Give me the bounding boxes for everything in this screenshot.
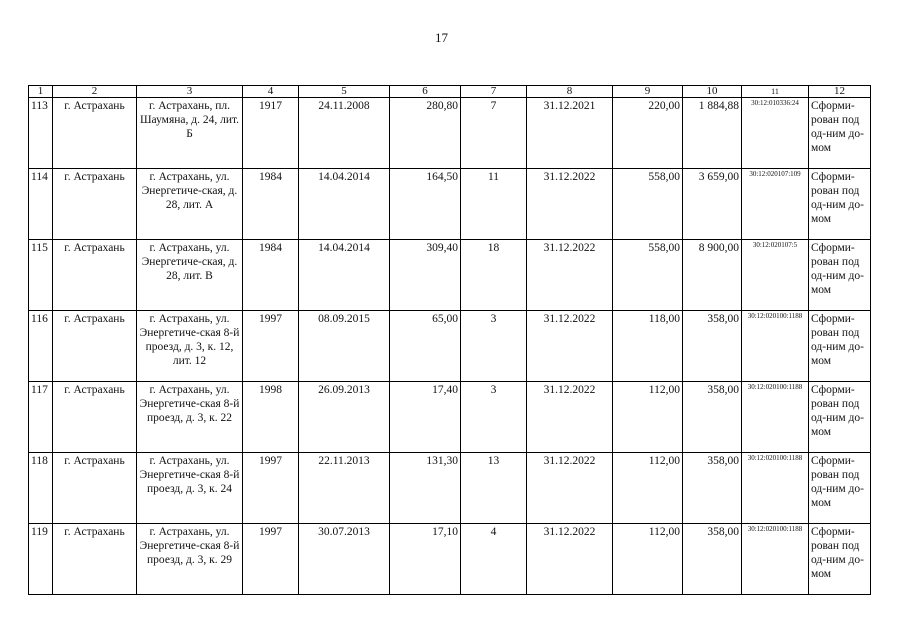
table-row xyxy=(29,382,871,453)
note-cell: Сформи-рован под од-ним до-мом xyxy=(809,524,871,595)
area-cell: 17,40 xyxy=(390,382,461,453)
cadastral-number-cell: 30:12:020100:1188 xyxy=(742,382,809,453)
city-cell: г. Астрахань xyxy=(53,311,137,382)
table-body xyxy=(29,86,871,595)
city-cell: г. Астрахань xyxy=(53,382,137,453)
column-header-3: 3 xyxy=(137,86,243,98)
note-cell: Сформи-рован под од-ним до-мом xyxy=(809,311,871,382)
note-cell: Сформи-рован под од-ним до-мом xyxy=(809,382,871,453)
column-header-8: 8 xyxy=(527,86,613,98)
contract-cell: 3 xyxy=(461,382,527,453)
column-header-12: 12 xyxy=(809,86,871,98)
note-cell: Сформи-рован под од-ним до-мом xyxy=(809,240,871,311)
register-table xyxy=(28,85,871,595)
contract-cell: 11 xyxy=(461,169,527,240)
fee-cell: 358,00 xyxy=(683,382,742,453)
column-header-10: 10 xyxy=(683,86,742,98)
city-cell: г. Астрахань xyxy=(53,98,137,169)
column-header-9: 9 xyxy=(613,86,683,98)
address-cell: г. Астрахань, ул. Энергетиче-ская, д. 28, лит. А xyxy=(137,169,243,240)
due-date-cell: 31.12.2022 xyxy=(527,311,613,382)
year-cell: 1984 xyxy=(243,240,299,311)
date-cell: 24.11.2008 xyxy=(299,98,390,169)
due-date-cell: 31.12.2022 xyxy=(527,169,613,240)
column-header-5: 5 xyxy=(299,86,390,98)
column-header-1: 1 xyxy=(29,86,53,98)
column-header-7: 7 xyxy=(461,86,527,98)
rate-cell: 112,00 xyxy=(613,453,683,524)
address-cell: г. Астрахань, ул. Энергетиче-ская 8-й проезд, д. 3, к. 22 xyxy=(137,382,243,453)
table-row xyxy=(29,311,871,382)
date-cell: 14.04.2014 xyxy=(299,169,390,240)
year-cell: 1998 xyxy=(243,382,299,453)
row-number: 119 xyxy=(29,524,53,595)
row-number: 116 xyxy=(29,311,53,382)
fee-cell: 8 900,00 xyxy=(683,240,742,311)
note-cell: Сформи-рован под од-ним до-мом xyxy=(809,98,871,169)
note-cell: Сформи-рован под од-ним до-мом xyxy=(809,453,871,524)
date-cell: 22.11.2013 xyxy=(299,453,390,524)
contract-cell: 13 xyxy=(461,453,527,524)
page-number: 17 xyxy=(435,30,448,45)
area-cell: 309,40 xyxy=(390,240,461,311)
address-cell: г. Астрахань, пл. Шаумяна, д. 24, лит. Б xyxy=(137,98,243,169)
area-cell: 65,00 xyxy=(390,311,461,382)
address-cell: г. Астрахань, ул. Энергетиче-ская 8-й проезд, д. 3, к. 12, лит. 12 xyxy=(137,311,243,382)
cadastral-number-cell: 30:12:020100:1188 xyxy=(742,524,809,595)
date-cell: 30.07.2013 xyxy=(299,524,390,595)
table-row xyxy=(29,453,871,524)
due-date-cell: 31.12.2022 xyxy=(527,524,613,595)
area-cell: 131,30 xyxy=(390,453,461,524)
row-number: 118 xyxy=(29,453,53,524)
address-cell: г. Астрахань, ул. Энергетиче-ская 8-й проезд, д. 3, к. 24 xyxy=(137,453,243,524)
due-date-cell: 31.12.2022 xyxy=(527,240,613,311)
column-header-2: 2 xyxy=(53,86,137,98)
contract-cell: 7 xyxy=(461,98,527,169)
cadastral-number-cell: 30:12:020107:5 xyxy=(742,240,809,311)
table-row xyxy=(29,169,871,240)
rate-cell: 558,00 xyxy=(613,169,683,240)
row-number: 114 xyxy=(29,169,53,240)
table-row xyxy=(29,524,871,595)
table-row xyxy=(29,98,871,169)
row-number: 113 xyxy=(29,98,53,169)
rate-cell: 558,00 xyxy=(613,240,683,311)
row-number: 115 xyxy=(29,240,53,311)
city-cell: г. Астрахань xyxy=(53,169,137,240)
year-cell: 1997 xyxy=(243,311,299,382)
year-cell: 1917 xyxy=(243,98,299,169)
fee-cell: 358,00 xyxy=(683,453,742,524)
city-cell: г. Астрахань xyxy=(53,240,137,311)
due-date-cell: 31.12.2022 xyxy=(527,382,613,453)
address-cell: г. Астрахань, ул. Энергетиче-ская, д. 28, лит. В xyxy=(137,240,243,311)
note-cell: Сформи-рован под од-ним до-мом xyxy=(809,169,871,240)
contract-cell: 4 xyxy=(461,524,527,595)
cadastral-number-cell: 30:12:020100:1188 xyxy=(742,453,809,524)
table-row xyxy=(29,240,871,311)
contract-cell: 3 xyxy=(461,311,527,382)
address-cell: г. Астрахань, ул. Энергетиче-ская 8-й проезд, д. 3, к. 29 xyxy=(137,524,243,595)
city-cell: г. Астрахань xyxy=(53,453,137,524)
area-cell: 280,80 xyxy=(390,98,461,169)
fee-cell: 358,00 xyxy=(683,311,742,382)
cadastral-number-cell: 30:12:020100:1188 xyxy=(742,311,809,382)
date-cell: 26.09.2013 xyxy=(299,382,390,453)
rate-cell: 112,00 xyxy=(613,524,683,595)
year-cell: 1997 xyxy=(243,524,299,595)
cadastral-number-cell: 30:12:010336:24 xyxy=(742,98,809,169)
fee-cell: 3 659,00 xyxy=(683,169,742,240)
column-header-4: 4 xyxy=(243,86,299,98)
date-cell: 14.04.2014 xyxy=(299,240,390,311)
cadastral-number-cell: 30:12:020107:109 xyxy=(742,169,809,240)
due-date-cell: 31.12.2022 xyxy=(527,453,613,524)
rate-cell: 118,00 xyxy=(613,311,683,382)
due-date-cell: 31.12.2021 xyxy=(527,98,613,169)
row-number: 117 xyxy=(29,382,53,453)
header-row xyxy=(29,86,871,98)
city-cell: г. Астрахань xyxy=(53,524,137,595)
rate-cell: 220,00 xyxy=(613,98,683,169)
year-cell: 1984 xyxy=(243,169,299,240)
date-cell: 08.09.2015 xyxy=(299,311,390,382)
column-header-6: 6 xyxy=(390,86,461,98)
column-header-11: 11 xyxy=(742,86,809,98)
fee-cell: 1 884,88 xyxy=(683,98,742,169)
rate-cell: 112,00 xyxy=(613,382,683,453)
contract-cell: 18 xyxy=(461,240,527,311)
year-cell: 1997 xyxy=(243,453,299,524)
area-cell: 17,10 xyxy=(390,524,461,595)
area-cell: 164,50 xyxy=(390,169,461,240)
fee-cell: 358,00 xyxy=(683,524,742,595)
